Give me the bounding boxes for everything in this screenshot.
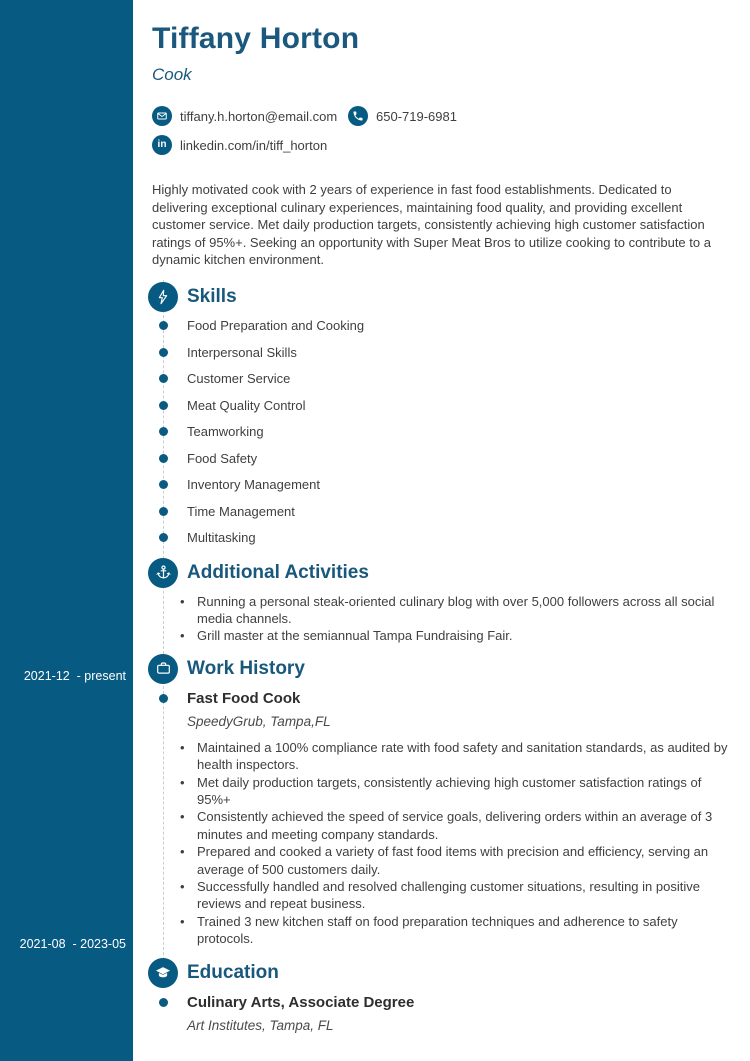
bullet-dot	[159, 348, 168, 357]
contact-linkedin	[152, 135, 348, 155]
skill-label: Meat Quality Control	[187, 397, 306, 413]
phone-value: 650-719-6981	[376, 108, 457, 124]
education-header	[152, 958, 730, 988]
skill-label: Interpersonal Skills	[187, 344, 297, 360]
section-work-history	[152, 654, 730, 948]
skill-item	[152, 396, 730, 414]
skill-label: Food Preparation and Cooking	[187, 318, 365, 333]
bullet-dot	[159, 507, 168, 516]
contact-row	[152, 106, 730, 126]
work-bullet: • Met daily production targets, consistently achieving high customer satisfaction ratings of 95%+	[152, 774, 730, 809]
skill-item	[152, 476, 730, 494]
education-entry	[152, 993, 730, 1035]
activity-item: • Running a personal steak-oriented culinary blog with over 5,000 followers across all social media channels.	[152, 593, 730, 628]
contact-block	[152, 106, 730, 155]
bullet-dot	[159, 998, 168, 1007]
work-history-header	[152, 654, 730, 684]
bullet-dot	[159, 694, 168, 703]
left-sidebar	[0, 0, 133, 1061]
skills-header	[152, 282, 730, 312]
activity-item: • Grill master at the semiannual Tampa Fundraising Fair.	[152, 627, 730, 644]
skill-label: Time Management	[187, 503, 295, 519]
briefcase-icon	[148, 654, 178, 684]
linkedin-value: linkedin.com/in/tiff_horton	[180, 137, 328, 153]
linkedin-icon: in	[152, 135, 172, 155]
section-education	[152, 958, 730, 1035]
skill-item	[152, 502, 730, 520]
education-degree: Culinary Arts, Associate Degree	[187, 993, 415, 1011]
bullet-dot	[159, 533, 168, 542]
work-entry-title: Fast Food Cook	[187, 689, 301, 707]
additional-activities-list	[152, 593, 730, 645]
contact-phone	[348, 106, 457, 126]
bullet-dot	[159, 374, 168, 383]
work-bullet: • Trained 3 new kitchen staff on food preparation techniques and adherence to safety protocols.	[152, 913, 730, 948]
profile-summary: Highly motivated cook with 2 years of experience in fast food establishments. Dedicated to delivering exceptional culinary experiences, maintaining food quality, and providing excellent customer service. Met daily production targets, consistently achieving high customer satisfaction ratings of 95%+. Seeking an opportunity with Super Meat Bros to utilize cooking to contribute to a dynamic kitchen environment.	[152, 182, 711, 267]
work-entry-company: SpeedyGrub, Tampa,FL	[187, 713, 331, 729]
contact-email	[152, 106, 348, 126]
page-title: Tiffany Horton	[152, 22, 360, 55]
skill-item	[152, 370, 730, 388]
section-additional-activities	[152, 558, 730, 645]
job-title: Cook	[152, 65, 192, 84]
skill-label: Food Safety	[187, 450, 258, 466]
skill-label: Inventory Management	[187, 477, 320, 492]
main-content	[152, 0, 730, 1035]
work-entry	[152, 689, 730, 948]
section-skills	[152, 282, 730, 547]
education-school: Art Institutes, Tampa, FL	[187, 1017, 334, 1033]
work-bullet: • Successfully handled and resolved challenging customer situations, resulting in positive reviews and repeat business.	[152, 878, 730, 913]
work-bullet: • Consistently achieved the speed of service goals, delivering orders within an average of 3 minutes and meeting company standards.	[152, 808, 730, 843]
section-title: Education	[187, 961, 279, 983]
lightning-bolt-icon	[148, 282, 178, 312]
skill-label: Teamworking	[187, 424, 264, 439]
work-bullet: • Maintained a 100% compliance rate with food safety and sanitation standards, as audited by health inspectors.	[152, 739, 730, 774]
phone-icon	[348, 106, 368, 126]
envelope-icon	[152, 106, 172, 126]
work-entry-bullets	[152, 739, 730, 948]
bullet-dot	[159, 321, 168, 330]
anchor-icon	[148, 558, 178, 588]
skill-item	[152, 423, 730, 441]
education-entry-title-row	[152, 993, 730, 1012]
contact-row	[152, 135, 730, 155]
skill-item	[152, 317, 730, 335]
section-title: Additional Activities	[187, 561, 369, 583]
additional-activities-header	[152, 558, 730, 588]
email-value: tiffany.h.horton@email.com	[180, 108, 338, 124]
work-date-range: 2021-12 - present	[23, 669, 126, 683]
skill-label: Multitasking	[187, 530, 256, 545]
education-date-range: 2021-08 - 2023-05	[19, 937, 126, 951]
skill-label: Customer Service	[187, 371, 291, 386]
bullet-dot	[159, 454, 168, 463]
graduation-cap-icon	[148, 958, 178, 988]
section-title: Skills	[187, 285, 237, 307]
skills-list	[152, 317, 730, 547]
skill-item	[152, 343, 730, 361]
bullet-dot	[159, 480, 168, 489]
work-bullet: • Prepared and cooked a variety of fast food items with precision and efficiency, serving an average of 500 customers daily.	[152, 843, 730, 878]
bullet-dot	[159, 427, 168, 436]
skill-item	[152, 449, 730, 467]
section-title: Work History	[187, 657, 305, 679]
skill-item	[152, 529, 730, 547]
bullet-dot	[159, 401, 168, 410]
work-entry-title-row	[152, 689, 730, 708]
